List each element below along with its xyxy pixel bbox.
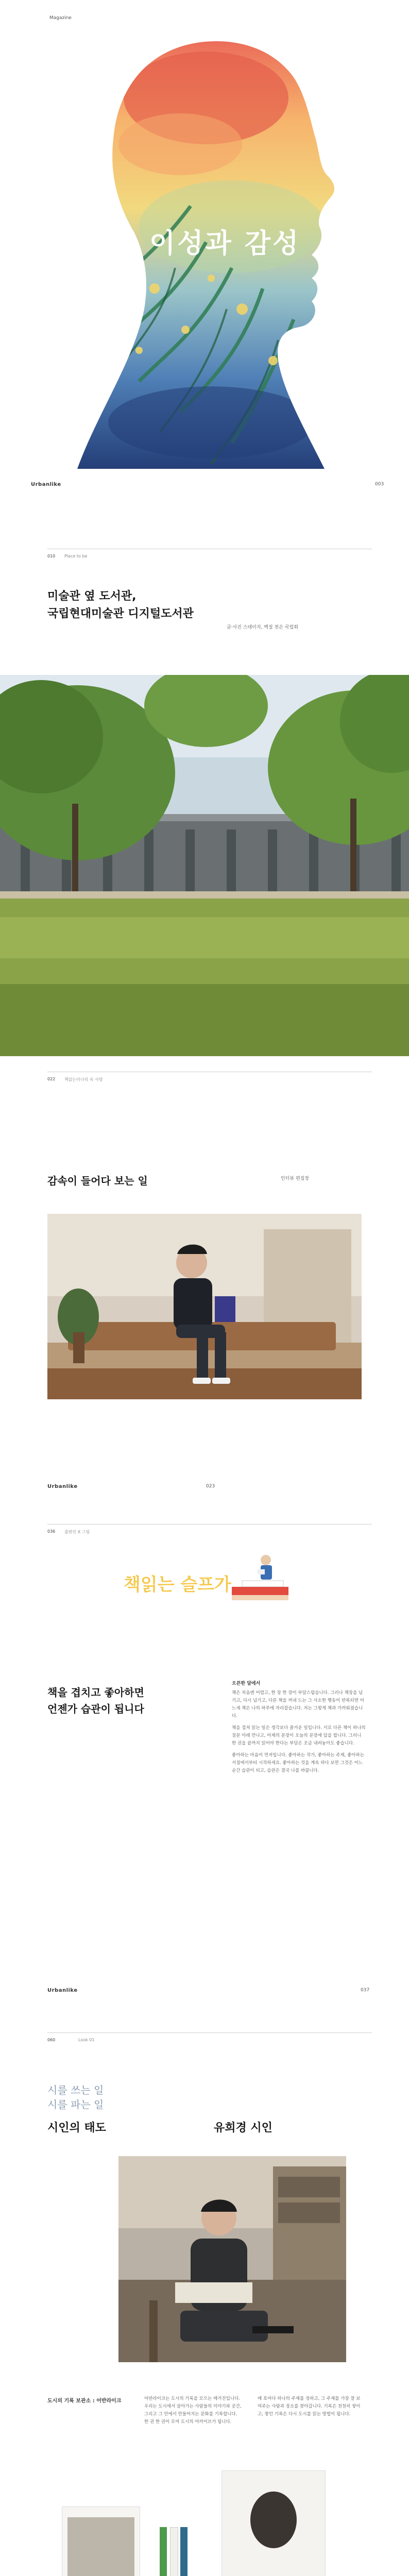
divider: [47, 2032, 372, 2033]
body-paragraph: 책은 처음엔 어렵고, 한 장 한 장이 부담스럽습니다. 그러나 책장을 넘기고, 다시 넘기고, 다른 책을 꺼내 드는 그 사소한 행동이 반복되면 어느새 책은 나의 하루에 자리잡습니다. 저는 그렇게 책과 가까워졌습니다.: [232, 1690, 364, 1719]
article-body: [232, 1680, 366, 1775]
cover-photo: [250, 2492, 297, 2548]
headline-right: 유희경 시인: [214, 2122, 272, 2134]
section-tag: 책읽는미나리 속 사람: [64, 1077, 103, 1082]
cover-title: 이성과 감성: [149, 228, 301, 259]
library-photo: [0, 675, 409, 1056]
magazine-collage: [62, 2470, 371, 2576]
magazine-cover-right: [221, 2470, 326, 2576]
kicker-line1: 시를 쓰는 일: [47, 2084, 104, 2096]
page-number: 023: [206, 1484, 215, 1489]
magazine-spine: [180, 2527, 188, 2576]
spread-library: [0, 549, 409, 1059]
section-number: 022: [47, 1077, 56, 1081]
headline: 감속이 들어다 보는 일: [47, 1175, 148, 1187]
library-photo-art: [0, 675, 409, 1056]
spread-cover: [0, 0, 409, 515]
brand-mark: Urbanlike: [47, 1484, 78, 1489]
bookstore-logo-text: 책읽는 슬프가: [124, 1574, 231, 1595]
section-number: 036: [47, 1529, 56, 1534]
poet-photo: [118, 2156, 346, 2362]
byline: 글·사진 스테이지, 백질 천은 국립회: [227, 625, 298, 630]
brand-mark: Urbanlike: [31, 482, 61, 487]
page-number: 037: [361, 1988, 370, 1993]
poet-photo-art: [118, 2156, 346, 2362]
headline-line1: 미술관 옆 도서관,: [47, 590, 137, 603]
body-left: 어반라이크는 도시의 기록을 모으는 매거진입니다. 우리는 도시에서 살아가는 사람들의 이야기와 공간, 그리고 그 안에서 만들어지는 문화를 기록합니다. 한 권 한 권이 모여 도시의 아카이브가 됩니다.: [144, 2396, 242, 2425]
cover-photo: [67, 2517, 134, 2576]
byline: 인터뷰 편집장: [281, 1176, 310, 1181]
caption-heading: 도시의 기록 보관소 : 어반라이크: [47, 2398, 122, 2404]
section-tag: Look 01: [78, 2038, 95, 2042]
body-heading: 오픈한 달에서: [232, 1681, 261, 1686]
page-number: 003: [375, 482, 384, 487]
kicker-line2: 시를 파는 일: [47, 2098, 104, 2111]
body-paragraph: 책을 겹쳐 읽는 일은 생각보다 즐거운 일입니다. 서로 다른 책이 하나의 질문 아래 만나고, 어제의 문장이 오늘의 문장에 답을 합니다. 그러니 한 권을 끝까지 읽어야 한다는 부담은 조금 내려놓아도 좋습니다.: [232, 1725, 366, 1746]
body-right: 매 호마다 하나의 주제를 정하고, 그 주제를 가장 잘 보여주는 사람과 장소를 찾아갑니다. 기록은 천천히 쌓이고, 쌓인 기록은 다시 도시를 읽는 방법이 됩니다.: [258, 2396, 361, 2417]
spread-poet: [0, 2032, 409, 2576]
interview-photo-art: [47, 1214, 362, 1399]
section-tag: 출판인 X 그림: [64, 1530, 90, 1534]
page-label: Magazine: [49, 15, 72, 21]
body-paragraph: 좋아하는 마음이 먼저입니다. 좋아하는 작가, 좋아하는 주제, 좋아하는 서점에서부터 시작하세요. 좋아하는 것을 계속 하다 보면 그것은 어느 순간 습관이 되고, 습관은 결국 나를 바꿉니다.: [232, 1753, 364, 1773]
brand-mark: Urbanlike: [47, 1988, 78, 1993]
headline-left: 시인의 태도: [47, 2122, 106, 2134]
interview-photo: [47, 1214, 362, 1399]
section-number: 010: [47, 554, 56, 558]
spread-bookstore: [0, 1524, 409, 2019]
section-tag: Place to be: [64, 554, 88, 558]
magazine-spine: [170, 2527, 178, 2576]
section-number: 060: [47, 2038, 56, 2042]
headline-line2: 국립현대미술관 디지털도서관: [47, 607, 194, 620]
magazine-cover-left: [62, 2506, 140, 2576]
magazine-spine: [160, 2527, 167, 2576]
spread-interview: [0, 1072, 409, 1510]
headline-line2: 언젠가 습관이 됩니다: [47, 1703, 144, 1715]
headline-line1: 책을 겹치고 좋아하면: [47, 1686, 144, 1699]
